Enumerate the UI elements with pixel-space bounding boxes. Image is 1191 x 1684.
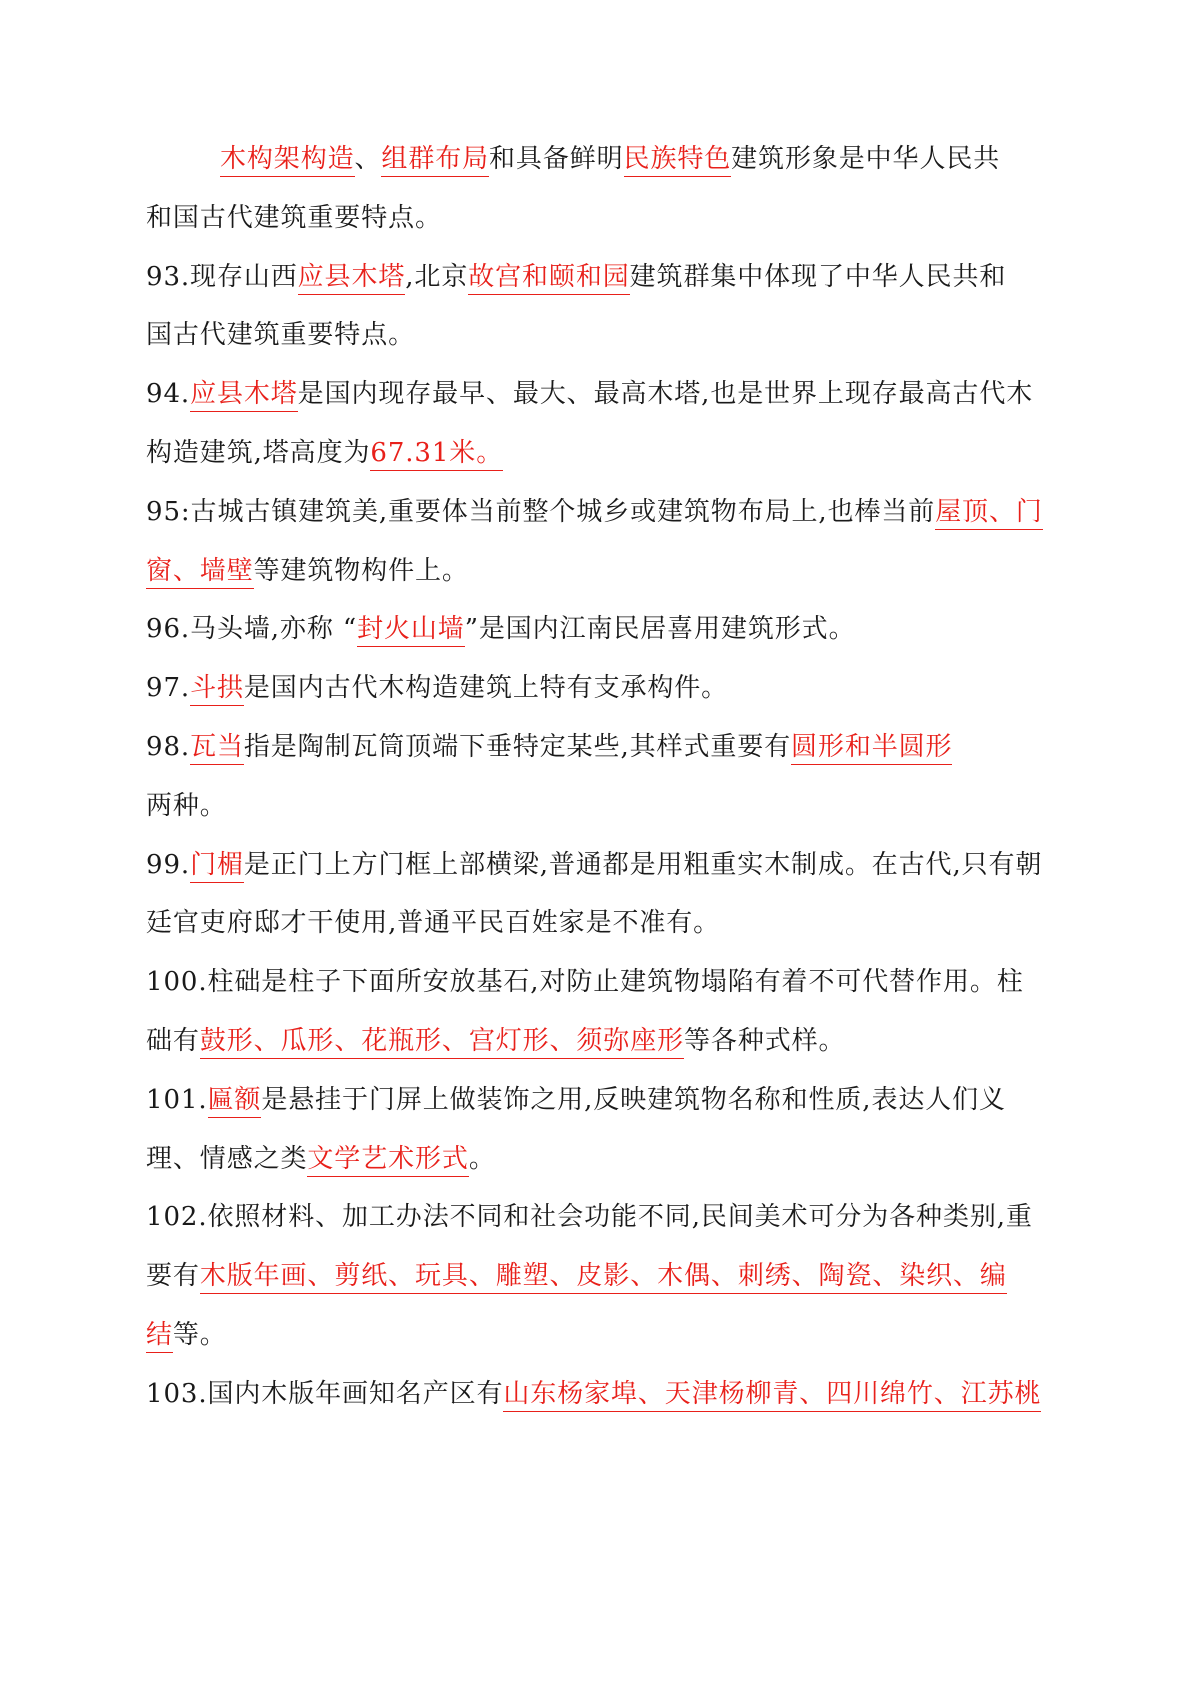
text-line <box>146 198 442 238</box>
text-line <box>146 1197 1033 1237</box>
text-segment: 建筑形象是中华人民共 <box>731 144 1001 174</box>
highlighted-answer: 应县木塔 <box>298 262 406 295</box>
text-segment: 98. <box>146 732 191 762</box>
text-segment: 102.依照材料、加工办法不同和社会功能不同,民间美术可分为各种类别,重 <box>146 1202 1033 1233</box>
text-segment: 和国古代建筑重要特点。 <box>146 202 442 233</box>
text-segment: 础有 <box>146 1026 200 1056</box>
text-line <box>146 1256 1007 1296</box>
text-line <box>146 1080 1006 1120</box>
text-segment: ,北京 <box>405 261 469 292</box>
text-segment: 96.马头墙,亦称 “ <box>146 614 358 645</box>
text-segment: 两种。 <box>146 790 227 821</box>
highlighted-answer: 鼓形、瓜形、花瓶形、宫灯形、须弥座形 <box>200 1026 684 1059</box>
text-segment: 94. <box>146 379 191 410</box>
text-segment: 103.国内木版年画知名产区有 <box>146 1378 504 1409</box>
highlighted-answer: 故宫和颐和园 <box>468 262 629 295</box>
highlighted-answer: 窗、墙壁 <box>146 556 254 589</box>
highlighted-answer: 圆形和半圆形 <box>791 732 952 765</box>
highlighted-answer: 木版年画、剪纸、玩具、雕塑、皮影、木偶、刺绣、陶瓷、染织、编 <box>200 1261 1007 1294</box>
text-line <box>220 139 1000 179</box>
text-line <box>146 903 720 943</box>
text-line <box>146 433 503 473</box>
highlighted-answer: 屋顶、门 <box>935 497 1043 530</box>
text-segment: 等建筑物构件上。 <box>253 555 469 586</box>
text-segment: 100.柱础是柱子下面所安放基石,对防止建筑物塌陷有着不可代替作用。柱 <box>146 967 1024 998</box>
text-line <box>146 609 855 649</box>
text-segment: 等。 <box>172 1320 227 1350</box>
text-segment: 和具备鲜明 <box>489 144 624 174</box>
highlighted-answer: 封火山墙 <box>357 614 465 647</box>
text-segment: 是国内现存最早、最大、最高木塔,也是世界上现存最高古代木 <box>297 379 1034 410</box>
highlighted-answer: 67.31米。 <box>370 438 503 471</box>
text-line <box>146 315 415 355</box>
text-line <box>146 1374 1041 1414</box>
highlighted-answer: 山东杨家埠、天津杨柳青、四川绵竹、江苏桃 <box>503 1379 1041 1412</box>
text-line <box>146 786 227 826</box>
highlighted-answer: 斗拱 <box>190 673 244 706</box>
text-segment: 建筑群集中体现了中华人民共和 <box>629 261 1007 292</box>
highlighted-answer: 组群布局 <box>381 144 489 177</box>
text-line <box>146 845 1042 885</box>
highlighted-answer: 文学艺术形式 <box>307 1144 468 1177</box>
text-segment: 是国内古代木构造建筑上特有支承构件。 <box>243 673 729 704</box>
highlighted-answer: 民族特色 <box>624 144 732 177</box>
text-segment: 构造建筑,塔高度为 <box>146 438 371 468</box>
highlighted-answer: 结 <box>146 1320 173 1353</box>
text-segment: 97. <box>146 673 191 704</box>
text-line <box>146 1139 496 1179</box>
text-segment: 等各种式样。 <box>684 1026 846 1056</box>
text-segment: 是悬挂于门屏上做装饰之用,反映建筑物名称和性质,表达人们义 <box>261 1084 1006 1115</box>
text-segment: 。 <box>468 1143 496 1174</box>
highlighted-answer: 瓦当 <box>190 732 244 765</box>
text-line <box>146 962 1024 1002</box>
text-segment: 国古代建筑重要特点。 <box>146 320 416 351</box>
text-line <box>146 727 952 767</box>
highlighted-answer: 木构架构造 <box>220 144 355 177</box>
text-line <box>146 1021 845 1061</box>
text-segment: 99. <box>146 849 191 880</box>
text-line <box>146 551 469 591</box>
text-segment: 、 <box>354 144 382 174</box>
text-segment: 95:古城古镇建筑美,重要体当前整个城乡或建筑物布局上,也棒当前 <box>146 496 936 527</box>
text-line <box>146 668 728 708</box>
text-segment: 廷官吏府邸才干使用,普通平民百姓家是不准有。 <box>146 908 721 939</box>
text-line <box>146 1315 227 1355</box>
highlighted-answer: 应县木塔 <box>190 379 298 412</box>
text-line <box>146 374 1033 414</box>
highlighted-answer: 匾额 <box>208 1085 262 1118</box>
text-segment: ”是国内江南民居喜用建筑形式。 <box>464 614 856 645</box>
text-segment: 理、情感之类 <box>146 1143 308 1174</box>
text-line <box>146 257 1006 297</box>
highlighted-answer: 门楣 <box>190 850 244 883</box>
text-line <box>146 492 1043 532</box>
text-segment: 是正门上方门框上部横梁,普通都是用粗重实木制成。在古代,只有朝 <box>243 849 1043 880</box>
text-segment: 指是陶制瓦筒顶端下垂特定某些,其样式重要有 <box>243 732 792 762</box>
text-segment: 93.现存山西 <box>146 261 298 292</box>
text-segment: 101. <box>146 1084 208 1115</box>
text-segment: 要有 <box>146 1261 200 1292</box>
